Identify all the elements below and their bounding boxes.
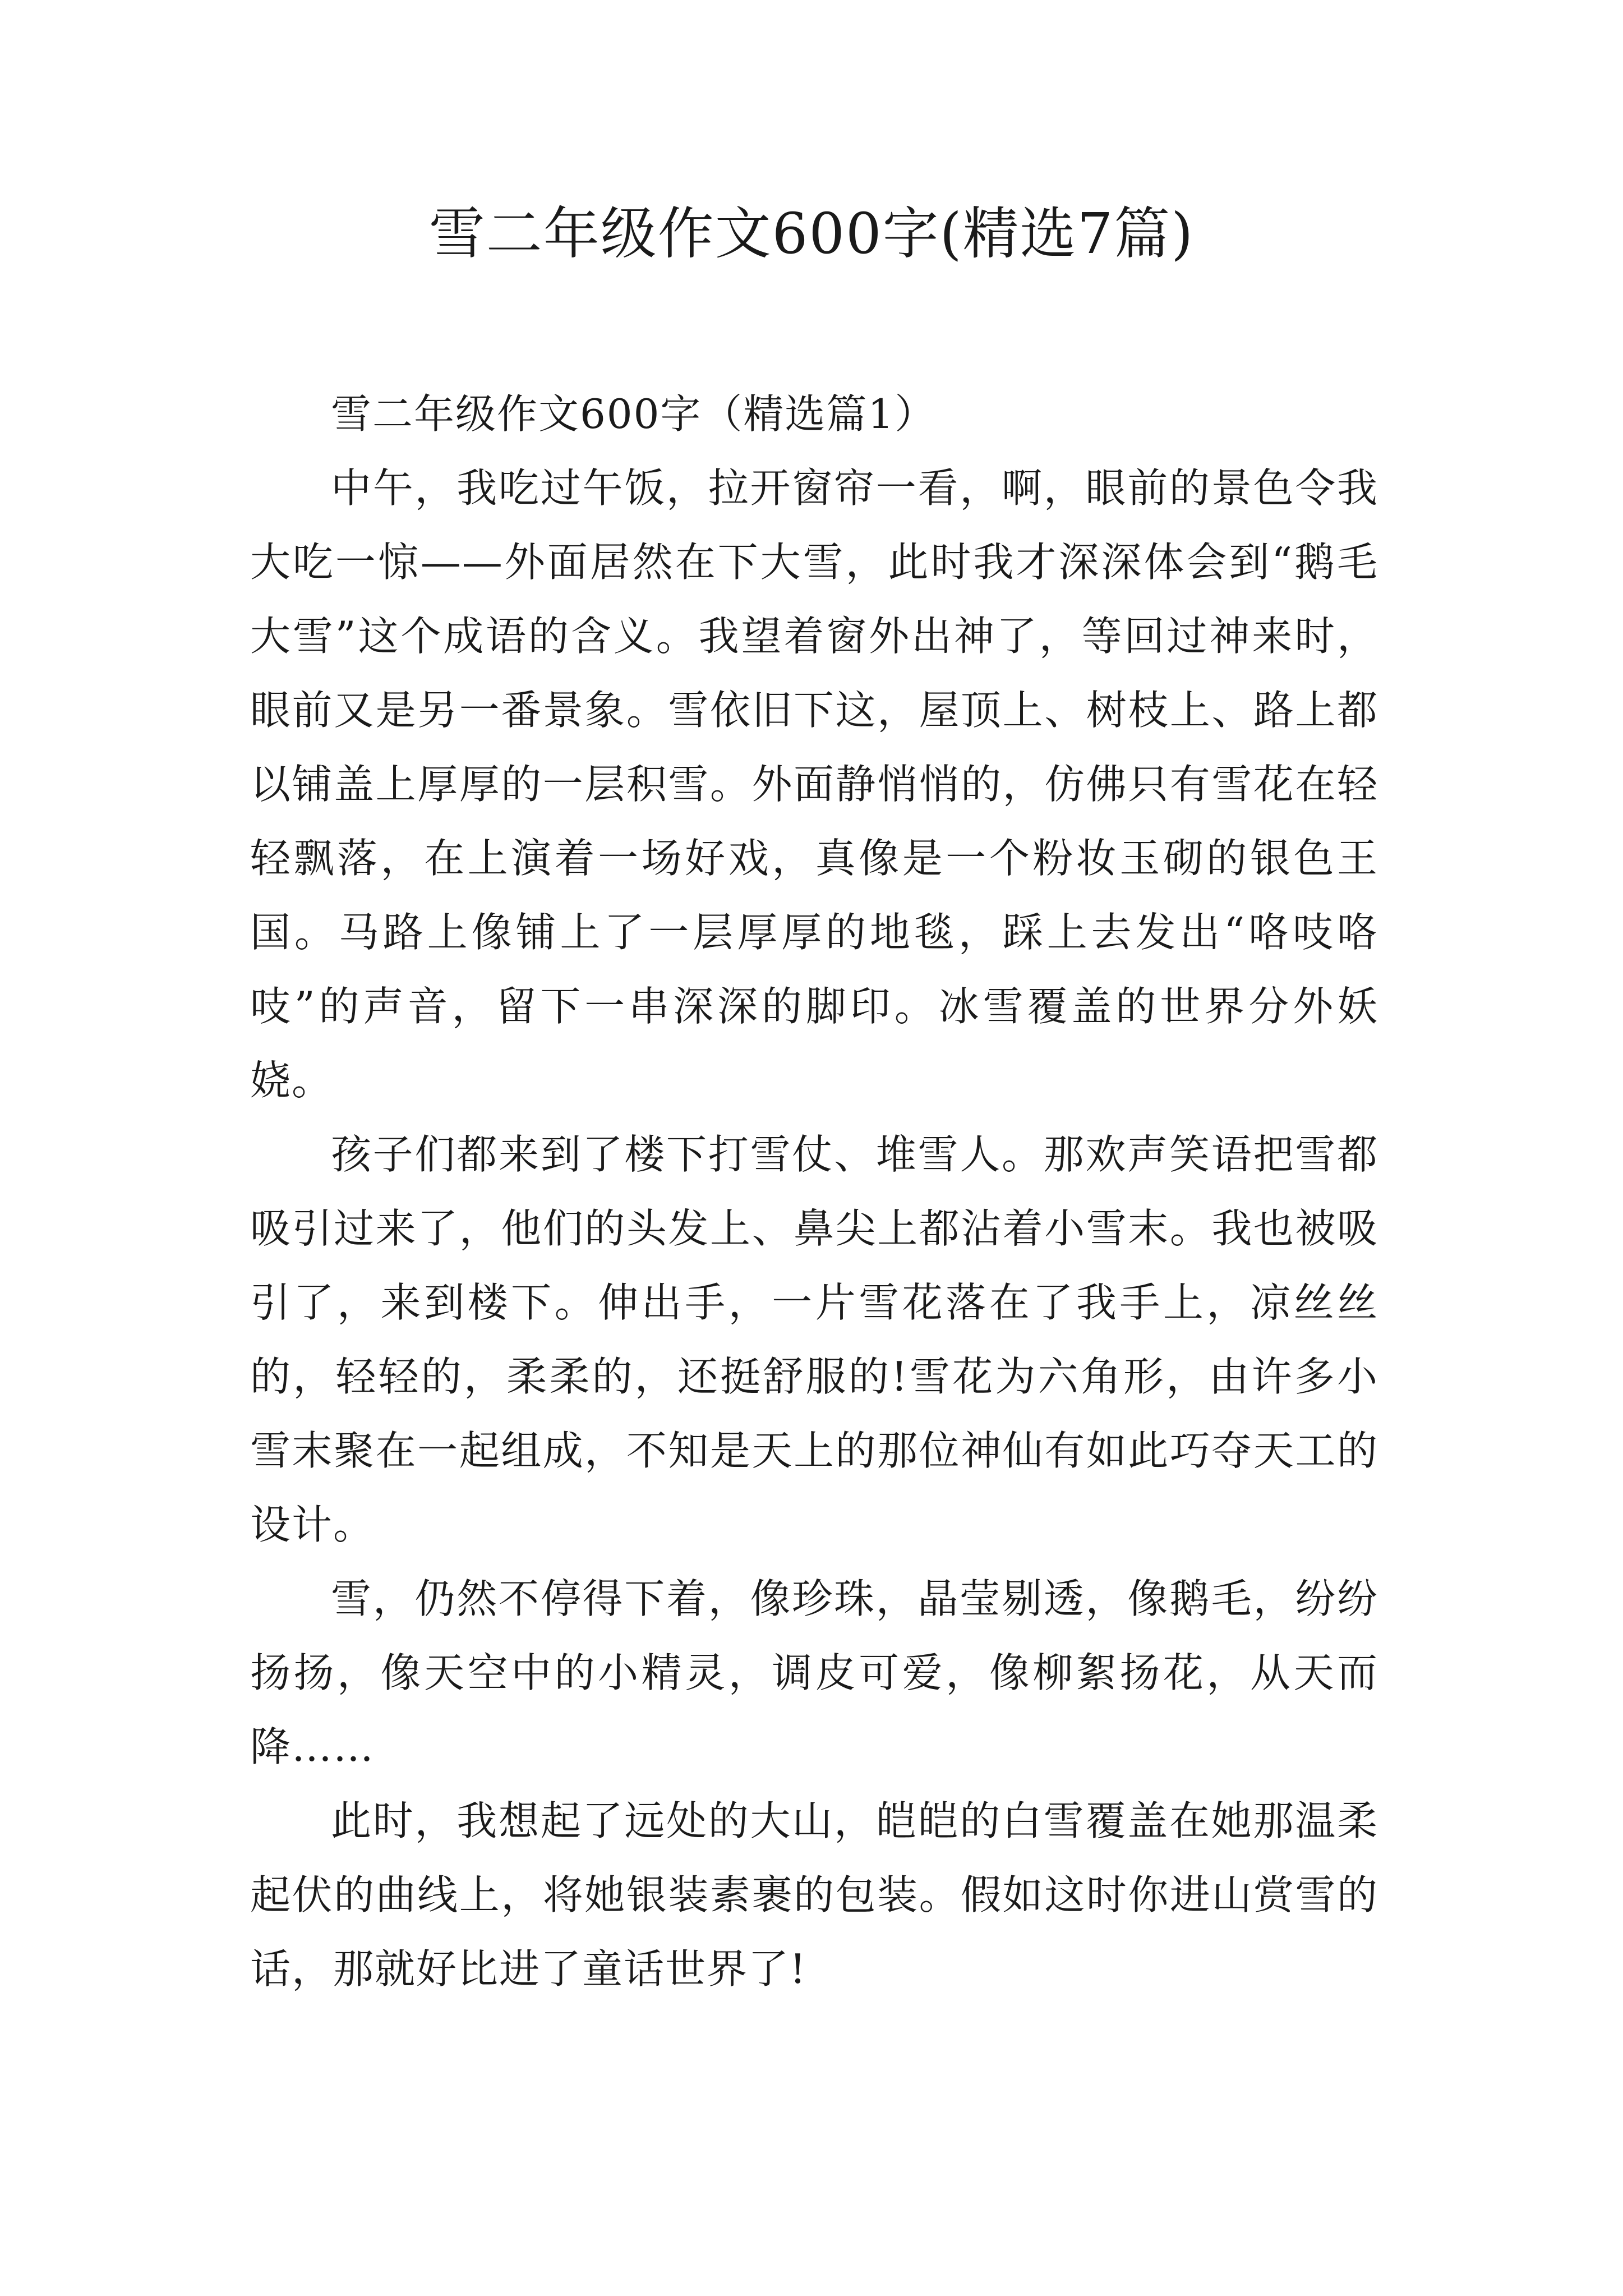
document-body [250, 377, 1378, 2006]
paragraph-1: 中午，我吃过午饭，拉开窗帘一看，啊，眼前的景色令我大吃一惊——外面居然在下大雪，此时我才深深体会到“鹅毛大雪”这个成语的含义。我望着窗外出神了，等回过神来时，眼前又是另一番景象。雪依旧下这，屋顶上、树枝上、路上都以铺盖上厚厚的一层积雪。外面静悄悄的，仿佛只有雪花在轻轻飘落，在上演着一场好戏，真像是一个粉妆玉砌的银色王国。马路上像铺上了一层厚厚的地毯，踩上去发出“咯吱咯吱”的声音，留下一串深深的脚印。冰雪覆盖的世界分外妖娆。 [250, 464, 1378, 1104]
paragraph-3: 雪，仍然不停得下着，像珍珠，晶莹剔透，像鹅毛，纷纷扬扬，像天空中的小精灵，调皮可爱，像柳絮扬花，从天而降…… [250, 1575, 1378, 1770]
document-title: 雪二年级作文600字(精选7篇) [428, 201, 1195, 266]
paragraph-2: 孩子们都来到了楼下打雪仗、堆雪人。那欢声笑语把雪都吸引过来了，他们的头发上、鼻尖上都沾着小雪末。我也被吸引了，来到楼下。伸出手，一片雪花落在了我手上，凉丝丝的，轻轻的，柔柔的，还挺舒服的!雪花为六角形，由许多小雪末聚在一起组成，不知是天上的那位神仙有如此巧夺天工的设计。 [250, 1131, 1378, 1548]
section-heading: 雪二年级作文600字（精选篇1） [331, 390, 937, 438]
paragraph-4: 此时，我想起了远处的大山，皑皑的白雪覆盖在她那温柔起伏的曲线上，将她银装素裹的包装。假如这时你进山赏雪的话，那就好比进了童话世界了! [250, 1797, 1378, 1993]
